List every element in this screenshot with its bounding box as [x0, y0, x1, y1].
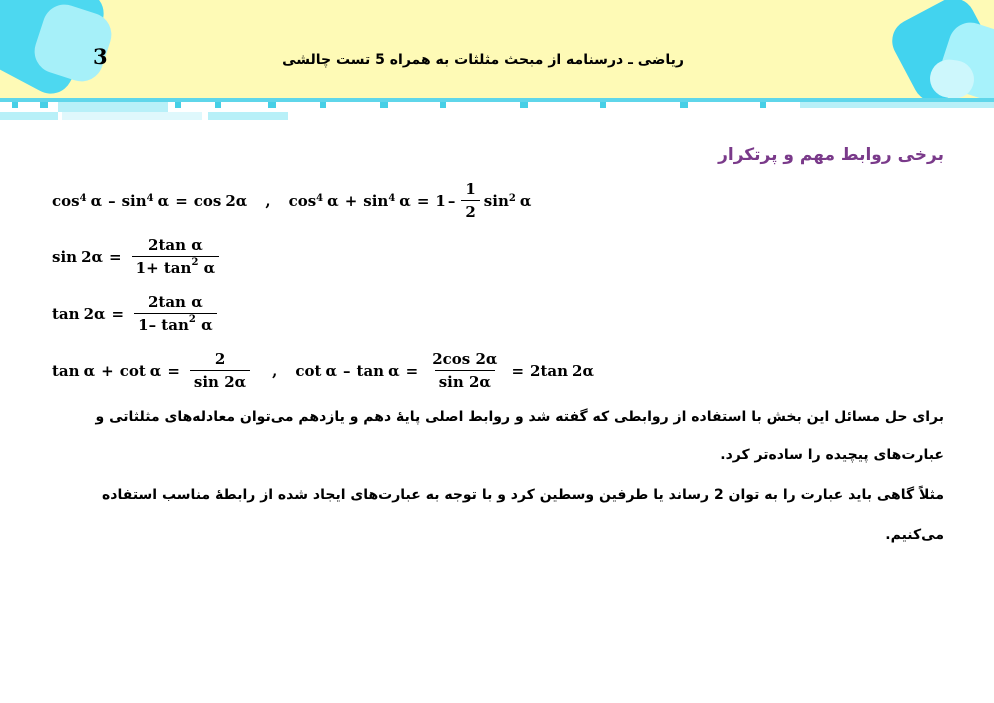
paragraph-line: برای حل مسائل این بخش با استفاده از روابطی که گفته شد و روابط اصلی پایهٔ دهم و یازدهم می‌توان معادله‌های مثلثاتی و: [95, 409, 944, 425]
equation-term: α: [90, 191, 103, 210]
equation-sin2a: [52, 236, 223, 277]
fraction-numerator: 2tan α: [147, 293, 203, 311]
equation-term: 2: [530, 361, 541, 380]
equation-term: cos: [193, 191, 222, 210]
equation-exponent: 4: [146, 193, 154, 204]
fraction-denominator: 2: [461, 200, 479, 221]
equation-term: cot: [295, 361, 322, 380]
equation-operator: –: [447, 191, 456, 210]
equation-exponent: 4: [388, 193, 396, 204]
fraction-denominator: sin 2α: [190, 370, 250, 391]
equation-term: α: [325, 361, 338, 380]
equation-operator: –: [108, 191, 116, 210]
equation-separator: ,: [265, 191, 271, 210]
equation-exponent: 2: [508, 193, 516, 204]
equation-tan2a: [52, 293, 221, 334]
paragraph-line: عبارت‌های پیچیده را ساده‌تر کرد.: [720, 447, 944, 463]
equation-term: α: [327, 191, 339, 210]
fraction-numerator: 2cos 2α: [432, 350, 498, 368]
equation-term: tan: [52, 304, 80, 323]
header-banner: [0, 0, 994, 98]
fraction-numerator: 1: [465, 180, 476, 198]
equation-operator: =: [109, 247, 122, 266]
equation-operator: =: [167, 361, 180, 380]
equation-fraction: [461, 180, 479, 221]
equation-cos4-minus-sin4: [52, 180, 531, 221]
equation-operator: =: [175, 191, 188, 210]
page-number: 3: [93, 44, 108, 69]
equation-term: α: [157, 191, 170, 210]
fraction-denominator: $1+ \tan^2 \alpha$: [132, 256, 220, 277]
equation-term: sin: [52, 247, 78, 266]
equation-fraction: [428, 350, 501, 391]
equation-term: sin: [363, 191, 389, 210]
section-heading: برخی روابط مهم و پرتکرار: [718, 145, 944, 165]
fraction-denominator: sin 2α: [435, 370, 495, 391]
equation-fraction: [134, 293, 216, 334]
equation-term: 2α: [81, 247, 104, 266]
equation-separator: ,: [272, 361, 278, 380]
equation-term: tan: [356, 361, 385, 380]
equation-operator: =: [111, 304, 125, 323]
equation-term: tan: [52, 361, 80, 380]
equation-exponent: 4: [316, 193, 324, 204]
decorative-stripes: [0, 98, 994, 124]
equation-term: α: [399, 191, 411, 210]
equation-term: α: [83, 361, 96, 380]
equation-term: 1: [435, 191, 446, 210]
equation-term: 2α: [225, 191, 248, 210]
paragraph-line: مثلاً گاهی باید عبارت را به توان 2 رساند یا طرفین وسطین کرد و با توجه به عبارت‌های ایجاد شده از رابطهٔ مناسب استفاده: [102, 487, 944, 503]
equation-term: tan: [540, 361, 569, 380]
paragraph-line: می‌کنیم.: [885, 527, 944, 543]
equation-term: α: [149, 361, 162, 380]
equation-term: 2α: [572, 361, 595, 380]
fraction-numerator: 2: [214, 350, 226, 368]
equation-term: cot: [119, 361, 146, 380]
equation-term: α: [388, 361, 400, 380]
header-title: ریاضی ـ درسنامه از مبحث مثلثات به همراه 5 تست چالشی: [282, 52, 684, 68]
equation-exponent: 4: [79, 193, 87, 204]
equation-term: 2α: [83, 304, 106, 323]
equation-operator: +: [101, 361, 114, 380]
equation-operator: +: [344, 191, 358, 210]
equation-term: sin: [483, 191, 509, 210]
equation-tan-cot: [52, 350, 594, 391]
equation-operator: =: [405, 361, 419, 380]
equation-term: cos: [52, 191, 80, 210]
fraction-denominator: 1– $\tan^2 \alpha$: [134, 313, 216, 334]
equation-term: α: [519, 191, 532, 210]
equation-fraction: [190, 350, 250, 391]
equation-operator: =: [511, 361, 525, 380]
equation-term: cos: [288, 191, 317, 210]
fraction-numerator: 2tan α: [148, 236, 203, 254]
equation-term: sin: [121, 191, 147, 210]
equation-fraction: [132, 236, 220, 277]
equation-operator: –: [343, 361, 351, 380]
equation-operator: =: [416, 191, 430, 210]
